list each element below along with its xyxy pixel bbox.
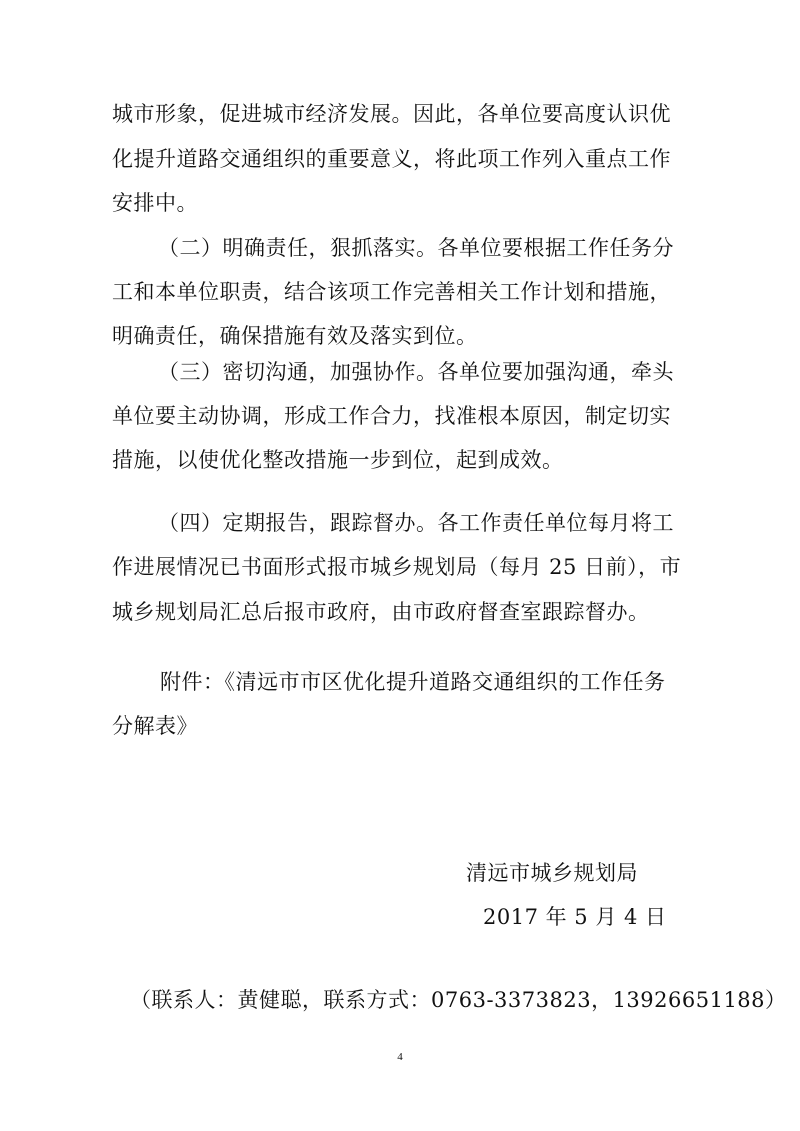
text-line: 化提升道路交通组织的重要意义，将此项工作列入重点工作 [112,147,671,171]
text-line: 安排中。 [112,191,198,215]
attachment-line: 附件：《清远市市区优化提升道路交通组织的工作任务 [160,670,666,694]
text-line: 作进展情况已书面形式报市城乡规划局（每月 25 日前），市 [112,555,682,579]
text-line: 单位要主动协调，形成工作合力，找准根本原因，制定切实 [112,404,671,428]
attachment-line: 分解表》 [112,714,198,738]
text-line: （二）明确责任，狠抓落实。各单位要根据工作任务分 [158,236,674,260]
issue-date: 2017 年 5 月 4 日 [483,905,667,929]
text-line: 工和本单位职责，结合该项工作完善相关工作计划和措施， [112,280,671,304]
text-line: 城市形象，促进城市经济发展。因此，各单位要高度认识优 [112,102,671,126]
text-line: 明确责任，确保措施有效及落实到位。 [112,324,478,348]
text-line: （三）密切沟通，加强协作。各单位要加强沟通，牵头 [158,360,674,384]
page-number: 4 [397,1051,403,1063]
issuing-organization: 清远市城乡规划局 [466,861,638,885]
text-line: （四）定期报告，跟踪督办。各工作责任单位每月将工 [158,511,674,535]
text-line: 城乡规划局汇总后报市政府，由市政府督查室跟踪督办。 [112,600,650,624]
text-line: 措施，以使优化整改措施一步到位，起到成效。 [112,448,564,472]
contact-info: （联系人：黄健聪，联系方式：0763-3373823，13926651188） [130,988,787,1012]
